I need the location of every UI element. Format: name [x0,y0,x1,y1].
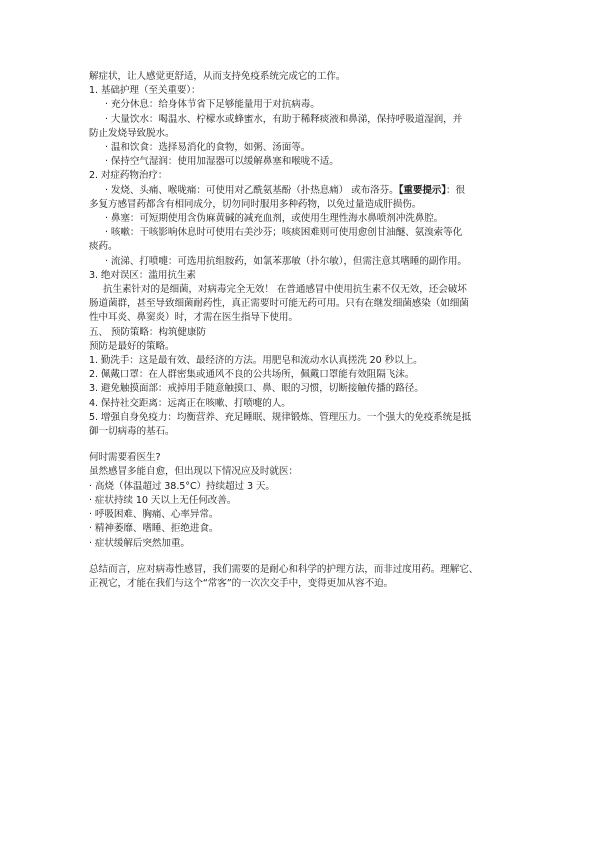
section-3-heading: 3. 绝对误区：滥用抗生素 [89,269,196,281]
spacer [89,439,519,451]
paragraph-line: 抗生素针对的是细菌，对病毒完全无效！ 在普通感冒中使用抗生素不仅无效，还会破坏 [103,284,467,296]
paragraph-line: 肠道菌群，甚至导致细菌耐药性，真正需要时可能无药可用。只有在继发细菌感染（如细菌 [89,298,469,310]
bullet-item: · 症状缓解后突然加重。 [89,537,190,549]
doctor-heading: 何时需要看医生? [89,452,161,464]
list-item-text: ：很 [446,184,466,196]
bullet-item: · 高烧（体温超过 38.5°C）持续超过 3 天。 [89,480,275,492]
section-2-heading: 2. 对症药物治疗： [89,170,168,182]
list-item-continuation: 多复方感冒药都含有相同成分，切勿同时服用多种药物，以免过量造成肝损伤。 [89,198,422,210]
numbered-item: 3. 避免触摸面部：戒掉用手随意触摸口、鼻、眼的习惯，切断接触传播的路径。 [89,383,424,395]
intro-paragraph: 解症状，让人感觉更舒适，从而支持免疫系统完成它的工作。 [89,71,346,82]
section-1-heading: 1. 基础护理（至关重要）： [89,85,201,97]
list-item [89,184,519,198]
numbered-item: 5. 增强自身免疫力：均衡营养、充足睡眠、规律锻炼、管理压力。一个强大的免疫系统是抵 [89,411,472,423]
paragraph-line: 性中耳炎、鼻窦炎）时，才需在医生指导下使用。 [89,312,298,324]
list-item: · 保持空气湿润：使用加湿器可以缓解鼻塞和喉咙不适。 [105,156,339,168]
numbered-item: 4. 保持社交距离：远离正在咳嗽、打喷嚏的人。 [89,397,291,409]
document-body [89,70,519,591]
important-tip-label: 【重要提示】 [398,184,447,196]
list-item-continuation: 防止发烧导致脱水。 [89,127,175,139]
summary-line: 总结而言，应对病毒性感冒，我们需要的是耐心和科学的护理方法，而非过度用药。理解它、 [89,563,479,575]
numbered-item: 1. 勤洗手：这是最有效、最经济的方法。用肥皂和流动水认真搓洗 20 秒以上。 [89,355,423,367]
paragraph-line: 虽然感冒多能自愈，但出现以下情况应及时就医： [89,466,298,478]
bullet-item: · 症状持续 10 天以上无任何改善。 [89,494,237,506]
summary-line: 正视它，才能在我们与这个“常客”的一次次交手中，变得更加从容不迫。 [89,577,394,589]
list-item: · 流涕、打喷嚏：可选用抗组胺药，如氯苯那敏（扑尔敏），但需注意其嗜睡的副作用。 [105,255,467,267]
list-item: · 咳嗽：干咳影响休息时可使用右美沙芬；咳痰困难则可使用愈创甘油醚、氨溴索等化 [105,227,463,239]
section-5-heading: 五、 预防策略：构筑健康防 [89,326,206,338]
spacer [89,551,519,563]
list-item-continuation: 痰药。 [89,241,118,253]
list-item: · 鼻塞：可短期使用含伪麻黄碱的减充血剂，或使用生理性海水鼻喷剂冲洗鼻腔。 [105,213,444,225]
bullet-item: · 精神萎靡、嗜睡、拒绝进食。 [89,523,219,535]
list-item: · 温和饮食：选择易消化的食物，如粥、汤面等。 [105,142,311,154]
list-item: · 大量饮水：喝温水、柠檬水或蜂蜜水，有助于稀释痰液和鼻涕，保持呼吸道湿润，并 [105,113,463,125]
numbered-item: 2. 佩戴口罩：在人群密集或通风不良的公共场所，佩戴口罩能有效阻隔飞沫。 [89,369,415,381]
paragraph-line: 预防是最好的策略。 [89,340,175,352]
numbered-item-continuation: 御一切病毒的基石。 [89,426,175,438]
list-item: · 充分休息：给身体节省下足够能量用于对抗病毒。 [105,99,320,111]
list-item-text: · 发烧、头痛、喉咙痛：可使用对乙酰氨基酚（扑热息痛） 或布洛芬。 [105,184,399,196]
bullet-item: · 呼吸困难、胸痛、心率异常。 [89,509,219,521]
